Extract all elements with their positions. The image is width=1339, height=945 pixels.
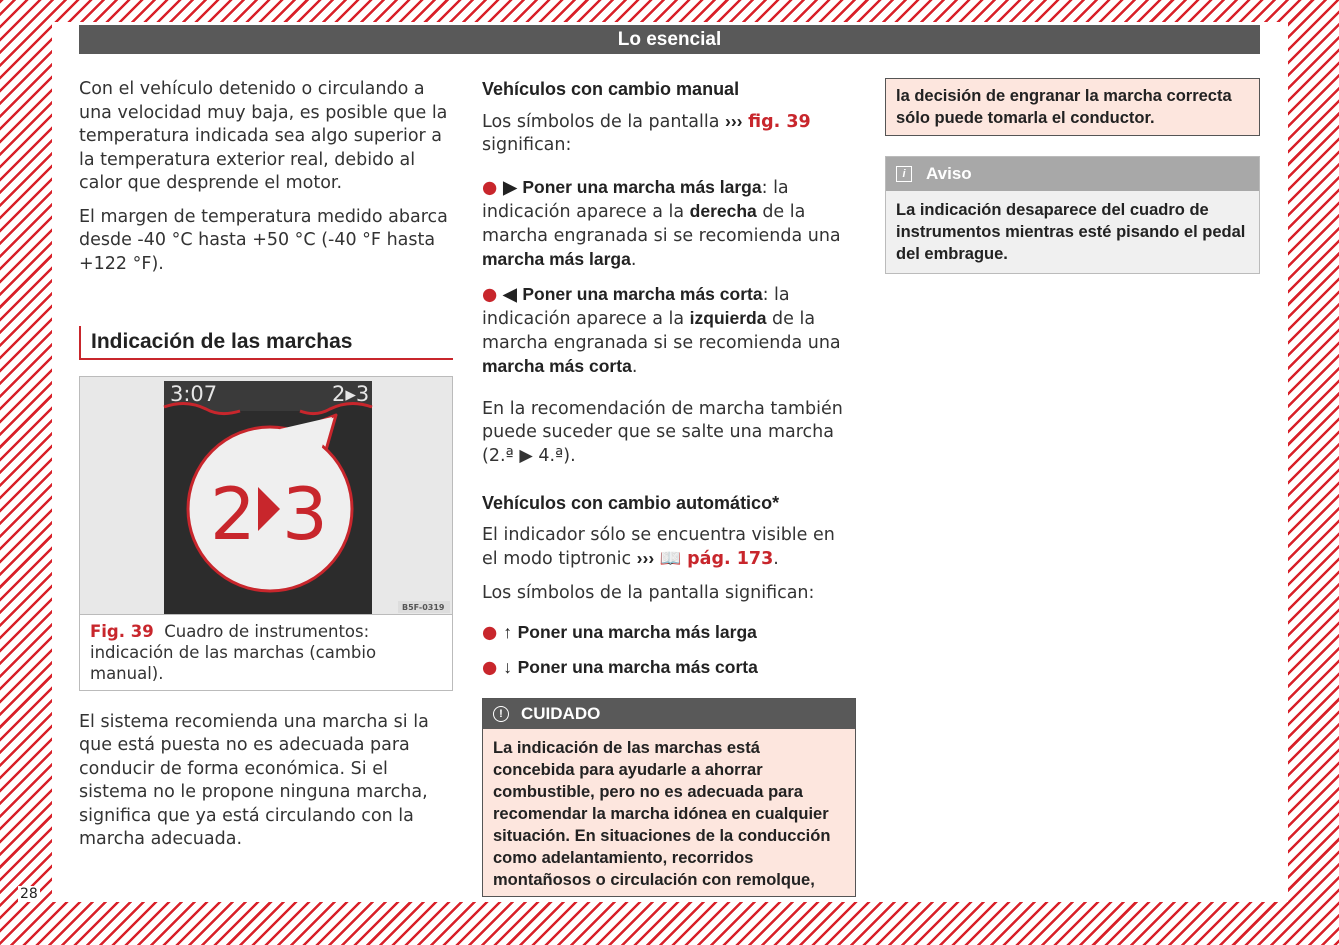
caution-header bbox=[483, 699, 855, 729]
section-title: Indicación de las marchas bbox=[79, 326, 453, 360]
bullet-title: Poner una marcha más larga bbox=[517, 622, 757, 642]
text-bold: derecha bbox=[689, 201, 757, 221]
text-fragment: : la indicación aparece a la bbox=[482, 177, 789, 222]
paragraph-range: El margen de temperatura medido abarca desde -40 °C hasta +50 °C (-40 °F hasta +122 °F). bbox=[79, 206, 448, 274]
text-fragment: El indicador sólo se encuentra visible en el modo tiptronic bbox=[482, 524, 835, 569]
arrow-right-icon: ▶ bbox=[503, 176, 517, 197]
list-item bbox=[482, 283, 856, 380]
bullet-icon: ● bbox=[482, 657, 498, 678]
page-reference-link[interactable]: pág. 173 bbox=[687, 549, 774, 569]
text-bold: izquierda bbox=[689, 308, 767, 328]
caution-box bbox=[482, 698, 856, 897]
caption-text: Cuadro de instrumentos: indicación de las marchas (cambio manual). bbox=[90, 621, 377, 683]
paragraph-auto bbox=[482, 524, 856, 572]
paragraph-skip: En la recomendación de marcha también puede suceder que se salte una marcha (2.ª ▶ 4.ª). bbox=[482, 398, 843, 466]
ref-arrows-icon: ››› bbox=[725, 110, 743, 131]
bullet-icon: ● bbox=[482, 177, 498, 198]
page-number: 28 bbox=[20, 886, 38, 902]
paragraph-symbols: Los símbolos de la pantalla significan: bbox=[482, 582, 815, 603]
caution-title: CUIDADO bbox=[521, 704, 601, 724]
text-fragment: . bbox=[773, 549, 779, 569]
figure-reference-link[interactable]: fig. 39 bbox=[748, 111, 811, 132]
heading-automatic: Vehículos con cambio automático* bbox=[482, 493, 780, 513]
figure-39 bbox=[79, 376, 453, 691]
figure-code: B5F-0319 bbox=[402, 602, 445, 612]
big-gear-to: 3 bbox=[282, 471, 328, 556]
column-3 bbox=[885, 78, 1260, 274]
list-item bbox=[482, 176, 856, 273]
big-gear-from: 2 bbox=[210, 471, 256, 556]
figure-image bbox=[80, 377, 452, 614]
caution-continuation: la decisión de engranar la marcha correcta sólo puede tomarla el conductor. bbox=[885, 78, 1260, 136]
text-fragment: . bbox=[630, 250, 637, 270]
note-box bbox=[885, 156, 1260, 274]
page-header: Lo esencial bbox=[79, 25, 1260, 54]
paragraph-recommendation: El sistema recomienda una marcha si la que está puesta no es adecuada para conducir de forma económica. Si el sistema no le propone ninguna marcha, significa que ya está circulando con la marcha adecuada. bbox=[79, 711, 429, 849]
bullet-icon: ● bbox=[482, 284, 498, 305]
text-bold: marcha más larga bbox=[482, 249, 631, 269]
text-fragment: de la marcha engranada si se recomienda una bbox=[482, 309, 841, 353]
column-1 bbox=[79, 78, 453, 862]
bullet-title: Poner una marcha más corta bbox=[517, 656, 758, 677]
caution-text: La indicación de las marchas está concebida para ayudarle a ahorrar combustible, pero no es adecuada para recomendar la marcha idónea en cualquier situación. En situaciones de la conducción como adelantamiento, recorridos montañosos o circulación con remolque, bbox=[483, 729, 855, 896]
text-fragment: significan: bbox=[482, 135, 572, 155]
text-bold: marcha más corta bbox=[482, 356, 632, 376]
note-title: Aviso bbox=[926, 164, 972, 183]
note-header bbox=[886, 157, 1259, 191]
text-fragment: : la indicación aparece a la bbox=[482, 284, 790, 329]
arrow-up-icon: ↑ bbox=[503, 622, 513, 642]
paragraph-manual-intro bbox=[482, 110, 856, 158]
list-item bbox=[482, 621, 856, 646]
text-fragment: . bbox=[631, 357, 638, 377]
bullet-title: Poner una marcha más corta bbox=[522, 283, 763, 304]
column-2 bbox=[482, 78, 856, 897]
display-time: 3:07 bbox=[170, 381, 218, 406]
caption-label: Fig. 39 bbox=[90, 621, 154, 641]
list-item bbox=[482, 656, 856, 681]
arrow-left-icon: ◀ bbox=[503, 283, 517, 304]
note-text: La indicación desaparece del cuadro de instrumentos mientras esté pisando el pedal del embrague. bbox=[886, 191, 1259, 273]
ref-arrows-icon: ››› bbox=[636, 548, 655, 568]
text-fragment: de la marcha engranada si se recomienda una bbox=[482, 202, 841, 246]
heading-manual: Vehículos con cambio manual bbox=[482, 79, 740, 99]
display-gear: 2▸3 bbox=[332, 381, 370, 406]
paragraph-temperature: Con el vehículo detenido o circulando a una velocidad muy baja, es posible que la temperatura indicada sea algo superior a la temperatura exterior real, debido al calor que desprende el motor. bbox=[79, 79, 448, 193]
bullet-title: Poner una marcha más larga bbox=[522, 176, 762, 197]
arrow-down-icon: ↓ bbox=[503, 656, 513, 677]
bullet-icon: ● bbox=[482, 623, 498, 643]
figure-caption bbox=[80, 614, 452, 690]
book-icon: 📖 bbox=[659, 549, 682, 569]
instrument-cluster-illustration bbox=[80, 377, 452, 614]
text-fragment: Los símbolos de la pantalla bbox=[482, 111, 726, 132]
info-icon: i bbox=[896, 166, 912, 182]
warning-circle-icon: ! bbox=[493, 706, 509, 722]
